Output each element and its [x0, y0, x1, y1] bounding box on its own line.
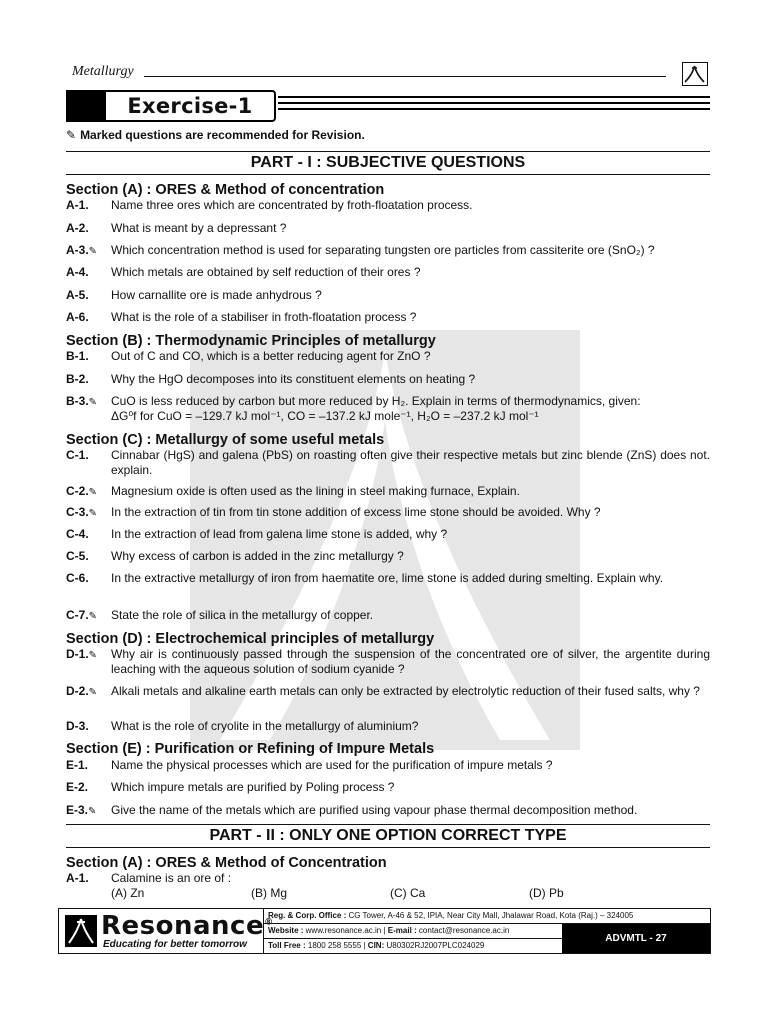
page-header — [66, 60, 710, 88]
section-b-title: Section (B) : Thermodynamic Principles of metallurgy — [66, 333, 436, 349]
pencil-icon: ✎ — [88, 650, 98, 661]
section-d-title: Section (D) : Electrochemical principles of metallurgy — [66, 631, 435, 647]
part1-title: PART - I : SUBJECTIVE QUESTIONS — [66, 151, 710, 175]
question-c6: C-6. In the extractive metallurgy of iron from haematite ore, lime stone is added during smelting. Explain why. — [66, 571, 664, 585]
question-d2: D-2.✎ Alkali metals and alkaline earth metals can only be extracted by electrolytic reduction of their fused salts, why ? — [66, 684, 700, 698]
question-b3: B-3.✎ CuO is less reduced by carbon but more reduced by H₂. Explain in terms of thermodynamics, given: ΔG⁰f for CuO = –129.7 kJ mol⁻¹, CO = –137.2 kJ mole⁻¹, H₂O = –237.2 kJ mol⁻¹ — [66, 394, 641, 423]
part2-question-a1: A-1. Calamine is an ore of : — [66, 871, 232, 885]
pencil-icon: ✎ — [88, 246, 98, 257]
option-a: (A) Zn — [111, 886, 145, 900]
revision-note-text: Marked questions are recommended for Revision. — [80, 128, 365, 142]
question-a4: A-4. Which metals are obtained by self reduction of their ores ? — [66, 265, 421, 279]
header-rule — [144, 76, 666, 77]
brand-name: Resonance® — [101, 911, 274, 941]
exercise-title: Exercise-1 — [104, 90, 276, 122]
email-link[interactable]: contact@resonance.ac.in — [418, 926, 510, 935]
resonance-logo-icon — [682, 62, 708, 86]
section-c-title: Section (C) : Metallurgy of some useful metals — [66, 432, 385, 448]
banner-lines — [278, 96, 710, 114]
pencil-icon: ✎ — [88, 806, 97, 817]
question-a1: A-1. Name three ores which are concentrated by froth-floatation process. — [66, 198, 473, 212]
question-a2: A-2. What is meant by a depressant ? — [66, 221, 287, 235]
page-footer — [58, 908, 711, 954]
tollfree-line: Toll Free : 1800 258 5555 | CIN: U80302RJ2007PLC024029 — [268, 941, 485, 950]
part2-section-a-title: Section (A) : ORES & Method of Concentration — [66, 855, 387, 871]
pencil-icon: ✎ — [88, 397, 98, 408]
pencil-icon: ✎ — [88, 687, 98, 698]
option-d: (D) Pb — [529, 886, 564, 900]
resonance-brand — [59, 909, 274, 953]
option-c: (C) Ca — [390, 886, 426, 900]
question-d1: D-1.✎ Why air is continuously passed through the suspension of the concentrated ore of silver, the argentite during leaching with the aqueous solution of sodium cyanide ? — [66, 647, 710, 676]
website-link[interactable]: www.resonance.ac.in — [305, 926, 382, 935]
contact-line: Website : www.resonance.ac.in | E-mail : contact@resonance.ac.in — [264, 924, 562, 939]
resonance-logo-icon — [65, 915, 97, 947]
question-e3: E-3.✎ Give the name of the metals which are purified using vapour phase thermal decomposition method. — [66, 803, 638, 817]
revision-note — [66, 128, 365, 142]
question-c3: C-3.✎ In the extraction of tin from tin stone addition of excess lime stone should be avoided. Why ? — [66, 505, 601, 519]
footer-info — [263, 909, 710, 953]
pencil-icon: ✎ — [66, 128, 77, 142]
section-a-title: Section (A) : ORES & Method of concentration — [66, 182, 385, 198]
question-a6: A-6. What is the role of a stabiliser in froth-floatation process ? — [66, 310, 417, 324]
question-c2: C-2.✎ Magnesium oxide is often used as the lining in steel making furnace, Explain. — [66, 484, 520, 498]
question-c5: C-5. Why excess of carbon is added in the zinc metallurgy ? — [66, 549, 404, 563]
question-e1: E-1. Name the physical processes which are used for the purification of impure metals ? — [66, 758, 553, 772]
page-code: ADVMTL - 27 — [562, 924, 710, 953]
question-c7: C-7.✎ State the role of silica in the metallurgy of copper. — [66, 608, 374, 622]
brand-tagline: Educating for better tomorrow — [103, 939, 247, 950]
part2-title: PART - II : ONLY ONE OPTION CORRECT TYPE — [66, 824, 710, 848]
question-b1: B-1. Out of C and CO, which is a better reducing agent for ZnO ? — [66, 349, 431, 363]
exercise-banner — [66, 90, 710, 122]
subject-title: Metallurgy — [72, 64, 134, 79]
office-address: Reg. & Corp. Office : CG Tower, A-46 & 52, IPIA, Near City Mall, Jhalawar Road, Kota (Raj.) – 324005 — [264, 909, 710, 924]
question-a5: A-5. How carnallite ore is made anhydrous ? — [66, 288, 322, 302]
question-c4: C-4. In the extraction of lead from galena lime stone is added, why ? — [66, 527, 448, 541]
pencil-icon: ✎ — [88, 508, 98, 519]
question-d3: D-3. What is the role of cryolite in the metallurgy of aluminium? — [66, 719, 419, 733]
section-e-title: Section (E) : Purification or Refining of Impure Metals — [66, 741, 435, 757]
question-c1: C-1. Cinnabar (HgS) and galena (PbS) on roasting often give their respective metals but zinc blende (ZnS) does not. explain. — [66, 448, 710, 477]
pencil-icon: ✎ — [88, 611, 98, 622]
option-b: (B) Mg — [251, 886, 287, 900]
question-e2: E-2. Which impure metals are purified by Poling process ? — [66, 780, 395, 794]
question-b2: B-2. Why the HgO decomposes into its constituent elements on heating ? — [66, 372, 476, 386]
question-a3: A-3.✎ Which concentration method is used for separating tungsten ore particles from cassiterite ore (SnO₂) ? — [66, 243, 655, 257]
banner-block — [66, 90, 104, 122]
pencil-icon: ✎ — [88, 487, 98, 498]
